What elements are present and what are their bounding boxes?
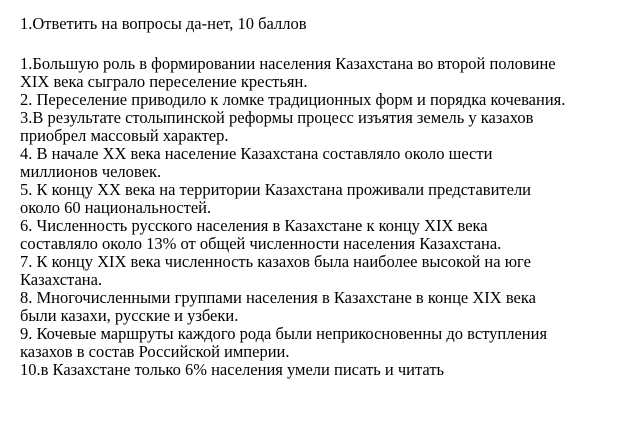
question-1 (20, 55, 616, 91)
question-9-line-2: казахов в состав Российской империи. (20, 342, 290, 361)
question-9-line-1: 9. Кочевые маршруты каждого рода были неприкосновенны до вступления (20, 324, 548, 343)
question-2 (20, 91, 616, 109)
question-3 (20, 109, 616, 145)
question-6-line-2: составляло около 13% от общей численности населения Казахстана. (20, 234, 502, 253)
question-7 (20, 253, 616, 289)
question-5-line-1: 5. К концу XX века на территории Казахстана проживали представители (20, 180, 532, 199)
question-7-line-2: Казахстана. (20, 270, 103, 289)
question-4-line-1: 4. В начале XX века население Казахстана составляло около шести (20, 144, 493, 163)
task-heading: 1.Ответить на вопросы да-нет, 10 баллов (20, 14, 307, 33)
question-10 (20, 361, 616, 379)
question-5-line-2: около 60 национальностей. (20, 198, 212, 217)
question-7-line-1: 7. К концу XIX века численность казахов была наиболее высокой на юге (20, 252, 531, 271)
question-3-line-2: приобрел массовый характер. (20, 126, 229, 145)
question-4 (20, 145, 616, 181)
question-5 (20, 181, 616, 217)
question-1-line-2: XIX века сыграло переселение крестьян. (20, 72, 308, 91)
question-8 (20, 289, 616, 325)
question-9 (20, 325, 616, 361)
question-1-line-1: 1.Большую роль в формировании населения Казахстана во второй половине (20, 54, 556, 73)
question-6-line-1: 6. Численность русского населения в Казахстане к концу XIX века (20, 216, 488, 235)
question-2-line-1: 2. Переселение приводило к ломке традиционных форм и порядка кочевания. (20, 90, 566, 109)
question-6 (20, 217, 616, 253)
question-10-line-1: 10.в Казахстане только 6% населения умели писать и читать (20, 360, 445, 379)
question-8-line-2: были казахи, русские и узбеки. (20, 306, 239, 325)
document-body (20, 14, 616, 379)
question-4-line-2: миллионов человек. (20, 162, 162, 181)
question-3-line-1: 3.В результате столыпинской реформы процесс изъятия земель у казахов (20, 108, 534, 127)
question-8-line-1: 8. Многочисленными группами населения в Казахстане в конце XIX века (20, 288, 536, 307)
question-list (20, 55, 616, 379)
